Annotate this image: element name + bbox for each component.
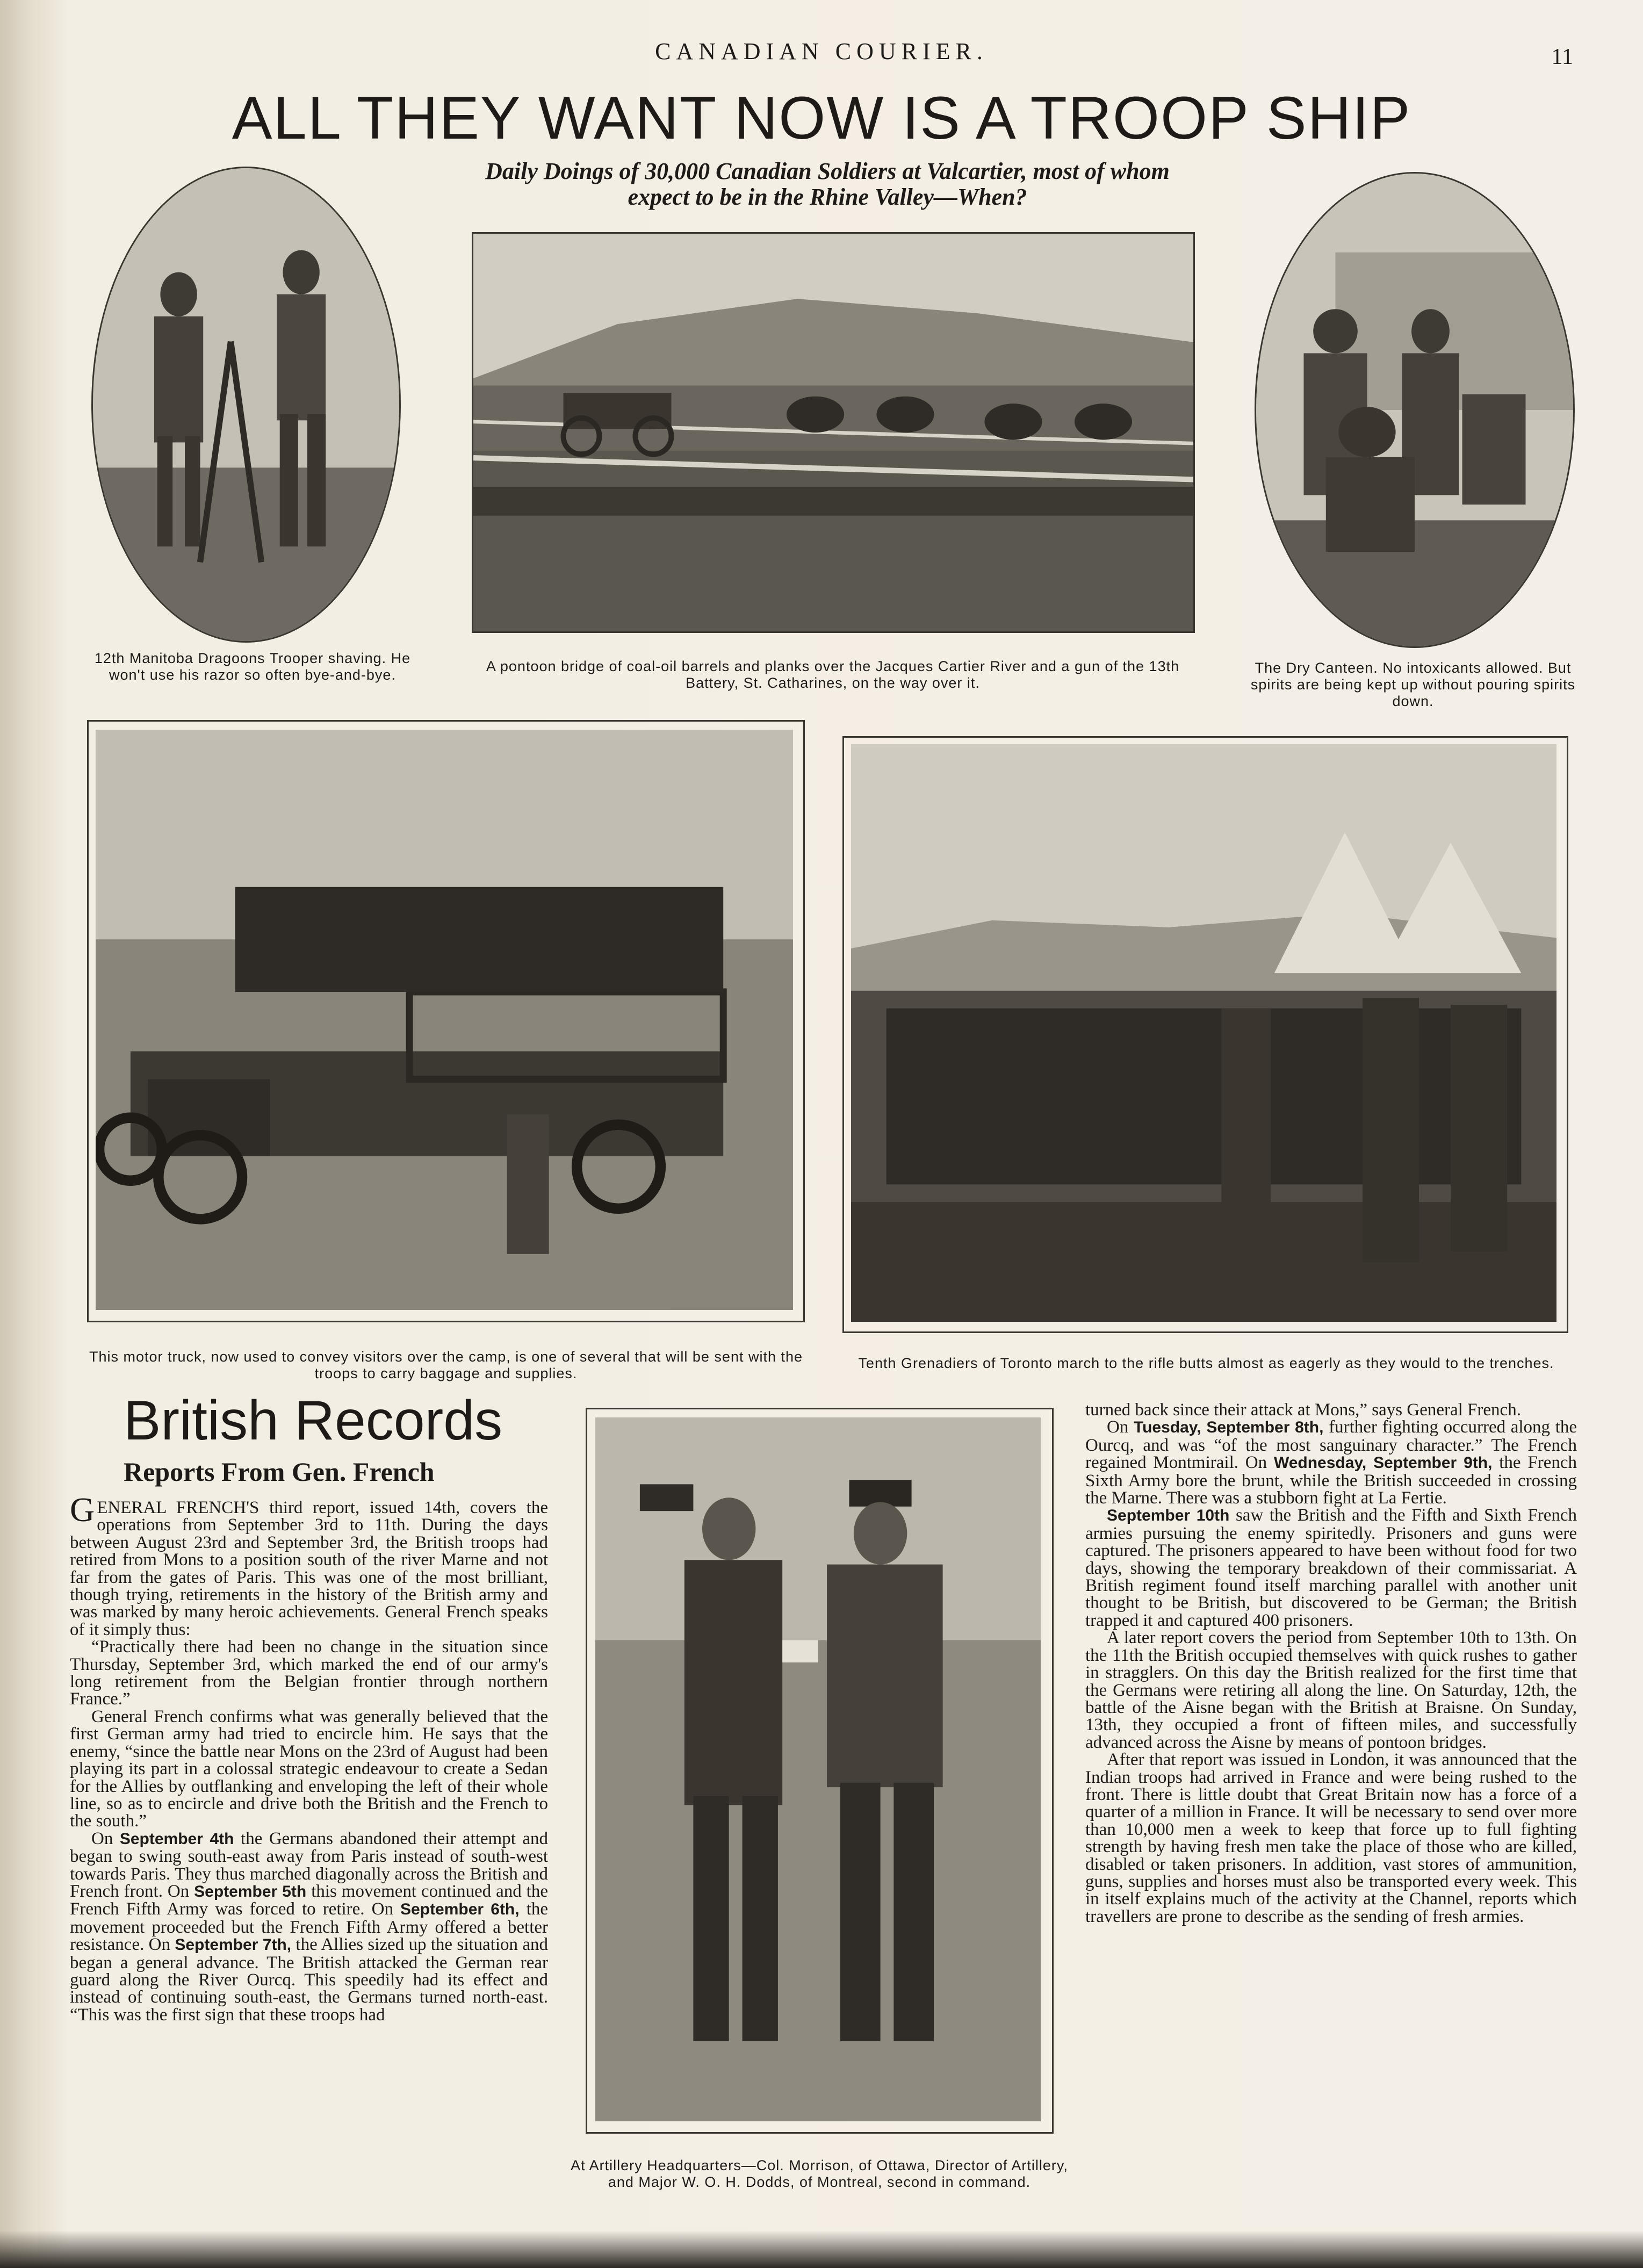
- drop-cap: G: [70, 1491, 95, 1529]
- page-subhead: Daily Doings of 30,000 Canadian Soldiers at Valcartier, most of whom expect to be in the Rhine Valley—When?: [485, 158, 1170, 210]
- col1-para-4: [70, 1830, 548, 2024]
- article-column-1: [70, 1491, 549, 2025]
- text-fragment: the French Sixth Army bore the brunt, while the British succeeded in crossing the Marne. There was a stubborn fight at La Fertie.: [1085, 1453, 1577, 1508]
- photo-tenth-grenadiers: [851, 744, 1556, 1322]
- photo-dry-canteen: [1255, 172, 1575, 648]
- photo-pontoon-bridge: [472, 232, 1195, 633]
- date-sept-8: Tuesday, September 8th,: [1134, 1419, 1324, 1437]
- text-fragment: this movement continued and the French Fifth Army was forced to retire. On: [70, 1881, 548, 1919]
- page-bottom-edge: [0, 2230, 1643, 2268]
- photo-artillery-hq: [595, 1417, 1041, 2121]
- col2-para-3: [1085, 1507, 1577, 1629]
- col2-para-1: turned back since their attack at Mons,” says General French.: [1085, 1400, 1521, 1420]
- text-fragment: the Allies sized up the situation and began a general advance. The British attacked the German rear guard along the River Ourcq. This speedily had its effect and instead of continuing south-east, the Germans turned north-east. “This was the first sign that these troops had: [70, 1935, 548, 2025]
- text-fragment: saw the British and the Fifth and Sixth French armies pursuing the enemy spiritedly. Prisoners and guns were captured. The prisoners appeared to have been without food for two days, showing the temporary breakdown of their commissariat. A British regiment found itself marching parallel with another unit thought to be British, but discovered to be German; the British trapped it and captured 400 prisoners.: [1085, 1506, 1577, 1630]
- caption-truck: This motor truck, now used to convey visitors over the camp, is one of several that will be sent with the troops to carry baggage and supplies.: [89, 1349, 803, 1381]
- text-fragment: On: [91, 1828, 113, 1848]
- article-column-2: [1085, 1401, 1577, 1925]
- caption-canteen: The Dry Canteen. No intoxicants allowed. But spirits are being kept up without pouring spirits down.: [1250, 660, 1576, 709]
- caption-pontoon: A pontoon bridge of coal-oil barrels and planks over the Jacques Cartier River and a gun of the 13th Battery, St. Catharines, on the way over it.: [486, 658, 1180, 691]
- photo-dragoon-shaving: [91, 167, 401, 643]
- col2-para-5: After that report was issued in London, it was announced that the Indian troops had arrived in France and were being rushed to the front. There is little doubt that Great Britain now has a force of a quarter of a million in France. It will be necessary to send over more than 10,000 men a week to keep that force up to full fighting strength by having fresh men take the place of those who are killed, disabled or taken prisoners. In addition, vast stores of ammunition, guns, supplies and horses must also be transported every week. This in itself explains much of the activity at the Channel, reports which travellers are prone to describe as the sending of fresh armies.: [1085, 1750, 1577, 1926]
- text-fragment: On: [1107, 1417, 1129, 1437]
- date-sept-6: September 6th,: [400, 1900, 520, 1919]
- caption-dragoon: 12th Manitoba Dragoons Trooper shaving. He won't use his razor so often bye-and-bye.: [94, 650, 411, 683]
- date-sept-5: September 5th: [194, 1882, 307, 1900]
- photo-motor-truck: [96, 730, 793, 1310]
- publication-name: CANADIAN COURIER.: [655, 38, 988, 64]
- date-sept-7: September 7th,: [175, 1936, 292, 1954]
- text-fragment: further fighting occurred along the Ourcq, and was “of the most sanguinary character.” The French regained Montmirail. On: [1085, 1417, 1577, 1473]
- col2-para-4: A later report covers the period from September 10th to 13th. On the 11th the British occupied themselves with quick rushes to gather in stragglers. On this day the British realized for the first time that the Germans were retiring all along the line. On Saturday, 12th, the battle of the Aisne began with the British at Braisne. On Sunday, 13th, they occupied a front of fifteen miles, and successfully advanced across the Aisne by means of pontoon bridges.: [1085, 1628, 1577, 1752]
- binding-gutter: [0, 0, 38, 2268]
- col1-para-3: General French confirms what was generally believed that the first German army had tried to encircle him. He says that the enemy, “since the battle near Mons on the 23rd of August had been playing its part in a colossal strategic endeavour to create a Sedan for the Allies by outflanking and enveloping the left of their whole line, so as to encircle and drive both the British and the French to the south.”: [70, 1707, 548, 1831]
- page-headline: ALL THEY WANT NOW IS A TROOP SHIP: [232, 84, 1411, 152]
- caption-grenadiers: Tenth Grenadiers of Toronto march to the rifle butts almost as eagerly as they would to the trenches.: [858, 1355, 1554, 1371]
- date-sept-4: September 4th: [119, 1830, 234, 1848]
- caption-artillery: At Artillery Headquarters—Col. Morrison, of Ottawa, Director of Artillery, and Major W. O. H. Dodds, of Montreal, second in command.: [571, 2157, 1068, 2190]
- text-fragment: the movement proceeded but the French Fifth Army offered a better resistance. On: [70, 1899, 549, 1955]
- page-number: 11: [1551, 45, 1573, 69]
- col2-para-2: [1085, 1419, 1577, 1507]
- date-sept-9: Wednesday, September 9th,: [1273, 1454, 1493, 1472]
- col1-para-1: ENERAL FRENCH'S third report, issued 14th, covers the operations from September 3rd to 11th. During the days between August 23rd and September 3rd, the British troops had retired from Mons to a position south of the river Marne and not far from the gates of Paris. This was one of the most brilliant, though trying, retirements in the history of the British army and was marked by many heroic achievements. General French speaks of it simply thus:: [70, 1498, 548, 1639]
- article-subtitle: Reports From Gen. French: [124, 1457, 435, 1487]
- date-sept-10: September 10th: [1107, 1507, 1230, 1525]
- text-fragment: the Germans abandoned their attempt and began to swing south-east away from Paris instead of south-west towards Paris. They thus marched diagonally across the British and French front. On: [70, 1828, 549, 1901]
- article-title: British Records: [124, 1389, 503, 1452]
- col1-para-2: “Practically there had been no change in the situation since Thursday, September 3rd, which marked the end of our army's long retirement from the Belgian frontier through northern France.”: [70, 1637, 548, 1709]
